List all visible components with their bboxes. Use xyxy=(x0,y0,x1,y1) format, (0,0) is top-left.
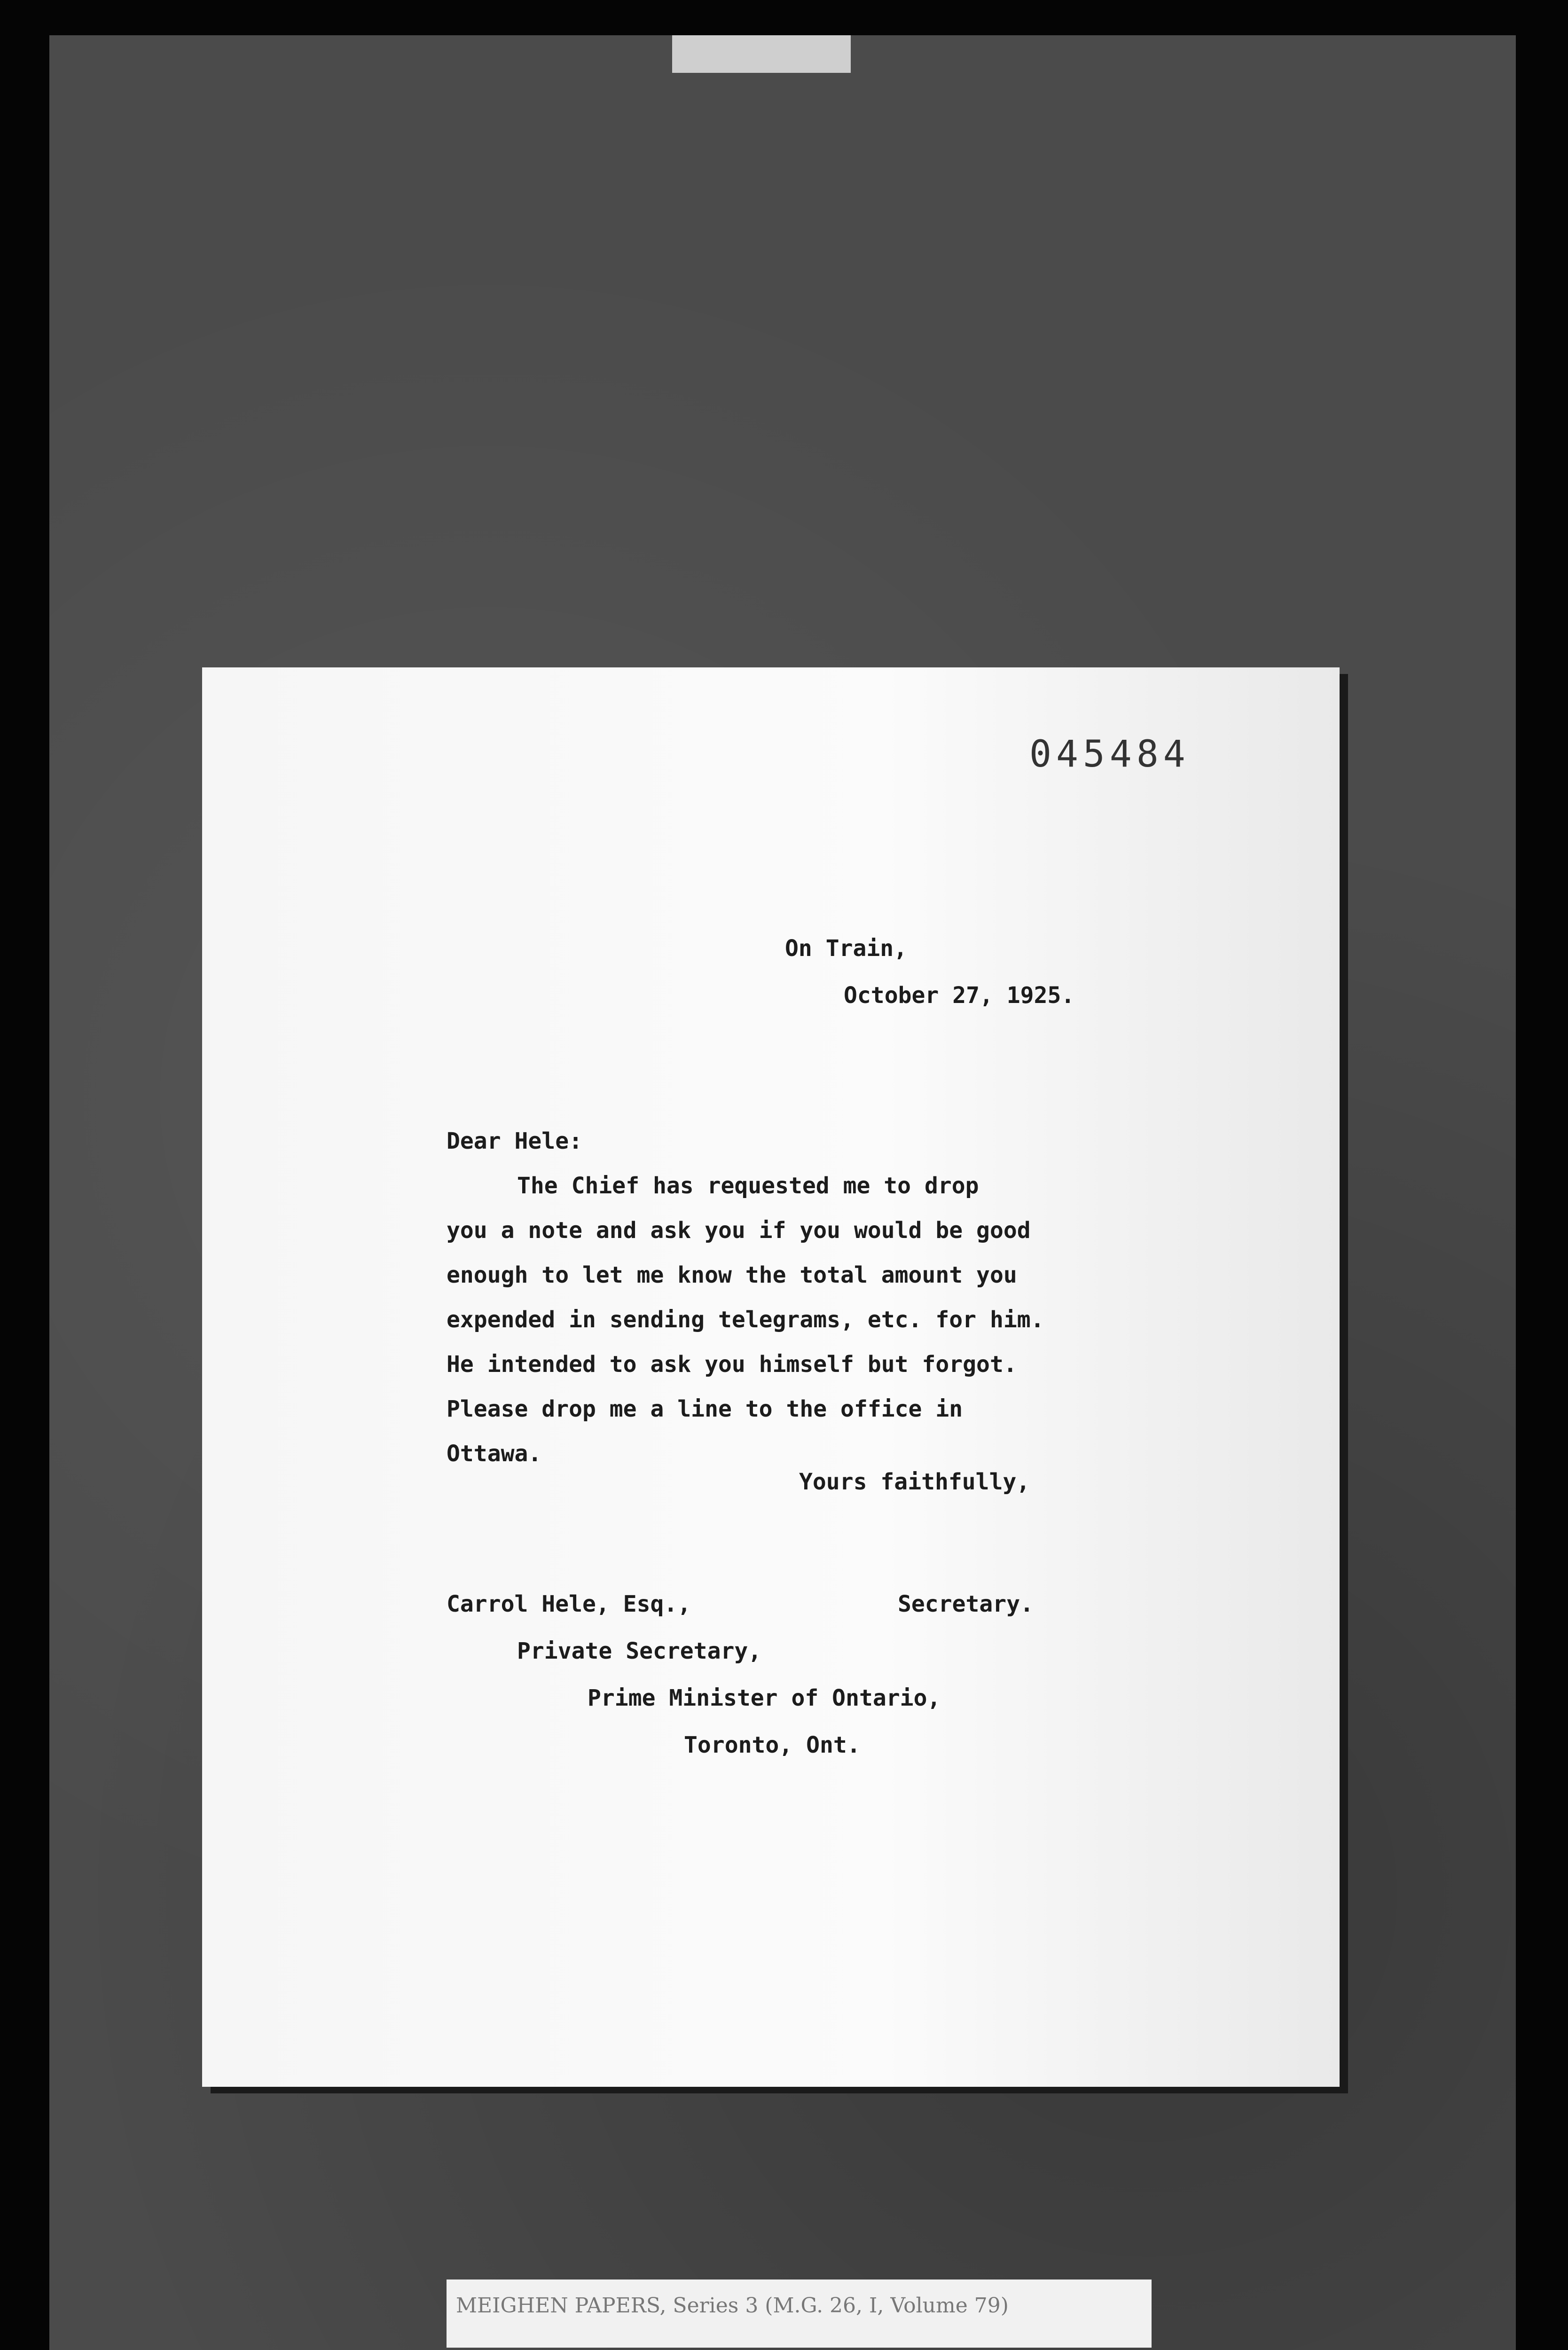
body-line: He intended to ask you himself but forgot. xyxy=(447,1351,1017,1378)
salutation: Dear Hele: xyxy=(447,1128,582,1154)
reference-label-strip xyxy=(447,2280,1152,2348)
body-line: The Chief has requested me to drop xyxy=(517,1173,979,1199)
signature-title: Secretary. xyxy=(898,1591,1034,1617)
reference-label: MEIGHEN PAPERS, Series 3 (M.G. 26, I, Volume 79) xyxy=(456,2294,1009,2318)
recipient-city: Toronto, Ont. xyxy=(684,1732,861,1758)
letter-place: On Train, xyxy=(785,935,908,962)
document-number: 045484 xyxy=(1029,733,1190,776)
recipient-title: Private Secretary, xyxy=(517,1638,762,1664)
letter-date: October 27, 1925. xyxy=(844,982,1075,1009)
recipient-name: Carrol Hele, Esq., xyxy=(447,1591,691,1617)
recipient-office: Prime Minister of Ontario, xyxy=(588,1685,941,1711)
body-line: Please drop me a line to the office in xyxy=(447,1396,963,1422)
body-line: enough to let me know the total amount you xyxy=(447,1262,1017,1288)
body-line: Ottawa. xyxy=(447,1441,542,1467)
clip-tab xyxy=(672,35,851,73)
closing: Yours faithfully, xyxy=(799,1469,1030,1495)
body-line: expended in sending telegrams, etc. for him. xyxy=(447,1307,1044,1333)
letter-sheet xyxy=(202,667,1340,2087)
body-line: you a note and ask you if you would be good xyxy=(447,1217,1031,1244)
